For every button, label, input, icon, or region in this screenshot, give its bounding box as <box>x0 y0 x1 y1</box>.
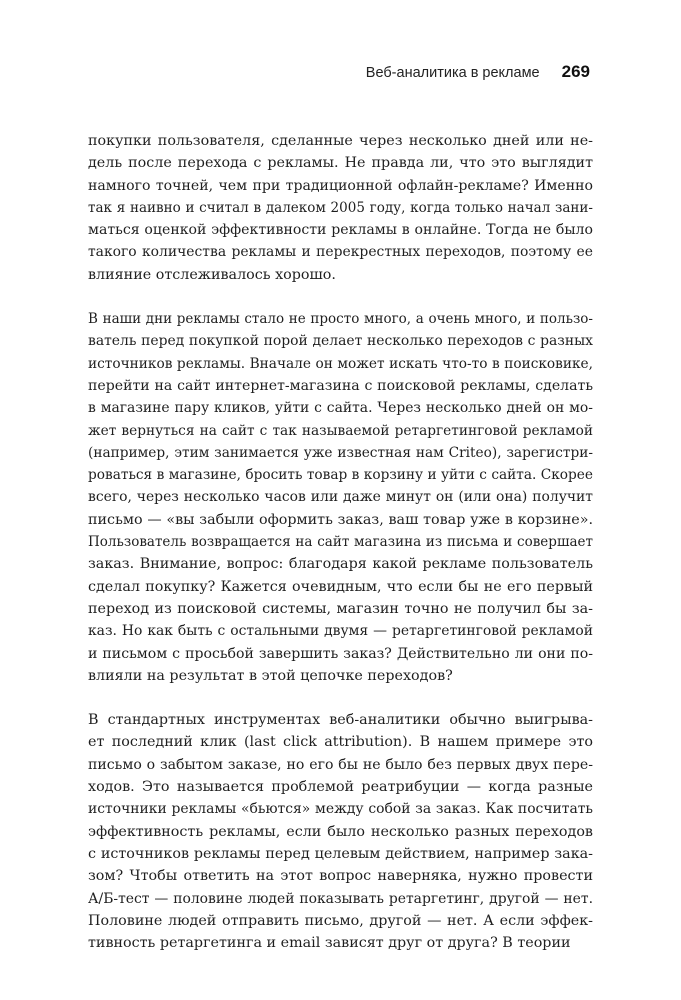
text-line: в магазине пару кликов, уйти с сайта. Через несколько дней он мо- <box>88 400 593 417</box>
text-line: роваться в магазине, бросить товар в корзину и уйти с сайта. Скорее <box>88 467 593 484</box>
text-line: влияли на результат в этой цепочке переходов? <box>88 667 453 684</box>
text-line: источников рекламы. Вначале он может искать что-то в поисковике, <box>88 355 593 372</box>
text-line: А/Б-тест — половине людей показывать ретаргетинг, другой — нет. <box>88 890 593 907</box>
body-text <box>88 130 593 976</box>
text-line: зом? Чтобы ответить на этот вопрос наверняка, нужно провести <box>88 868 593 885</box>
text-line: тивность ретаргетинга и email зависят друг от друга? В теории <box>88 935 571 952</box>
text-line: В наши дни рекламы стало не просто много, а очень много, и пользо- <box>88 311 593 328</box>
text-line: ватель перед покупкой порой делает несколько переходов с разных <box>88 333 593 350</box>
text-line: (например, этим занимается уже известная нам Criteo), зарегистри- <box>88 444 593 461</box>
text-line: переход из поисковой системы, магазин точно не получил бы за- <box>88 600 593 617</box>
text-line: покупки пользователя, сделанные через несколько дней или не- <box>88 133 593 149</box>
text-line: маться оценкой эффективности рекламы в онлайне. Тогда не было <box>88 222 593 239</box>
page-number: 269 <box>561 62 590 81</box>
running-title: Веб-аналитика в рекламе <box>365 65 540 81</box>
text-line: влияние отслеживалось хорошо. <box>88 266 336 283</box>
text-line: так я наивно и считал в далеком 2005 году, когда только начал зани- <box>88 199 593 216</box>
text-line: сделал покупку? Кажется очевидным, что если бы не его первый <box>88 578 593 595</box>
paragraph-3 <box>88 709 593 954</box>
text-line: и письмом с просьбой завершить заказ? Действительно ли они по- <box>88 645 593 662</box>
paragraph-1 <box>88 130 593 286</box>
text-line: с источников рекламы перед целевым действием, например зака- <box>88 845 593 862</box>
text-line: жет вернуться на сайт с так называемой ретаргетинговой рекламой <box>88 422 593 439</box>
text-line: письмо о забытом заказе, но его бы не было без первых двух пере- <box>88 756 593 773</box>
text-line: каз. Но как быть с остальными двумя — ретаргетинговой рекламой <box>88 623 593 640</box>
text-line: ходов. Это называется проблемой реатрибуции — когда разные <box>88 779 593 796</box>
text-line: всего, через несколько часов или даже минут он (или она) получит <box>88 489 593 506</box>
text-line: намного точней, чем при традиционной офлайн-рекламе? Именно <box>88 177 593 194</box>
text-line: ет последний клик (last click attribution). В нашем примере это <box>88 734 593 751</box>
text-line: В стандартных инструментах веб-аналитики обычно выигрыва- <box>88 712 593 729</box>
text-line: источники рекламы «бьются» между собой за заказ. Как посчитать <box>88 801 593 818</box>
text-line: заказ. Внимание, вопрос: благодаря какой рекламе пользователь <box>88 556 593 573</box>
running-header <box>300 62 590 88</box>
text-line: перейти на сайт интернет-магазина с поисковой рекламы, сделать <box>88 377 593 394</box>
text-line: эффективность рекламы, если было несколько разных переходов <box>88 823 593 840</box>
text-line: дель после перехода с рекламы. Не правда ли, что это выглядит <box>88 155 593 172</box>
text-line: письмо — «вы забыли оформить заказ, ваш товар уже в корзине». <box>88 511 593 528</box>
text-line: такого количества рекламы и перекрестных переходов, поэтому ее <box>88 244 593 261</box>
text-line: Пользователь возвращается на сайт магазина из письма и совершает <box>88 534 593 551</box>
paragraph-2 <box>88 308 593 687</box>
text-line: Половине людей отправить письмо, другой — нет. А если эффек- <box>88 912 593 929</box>
